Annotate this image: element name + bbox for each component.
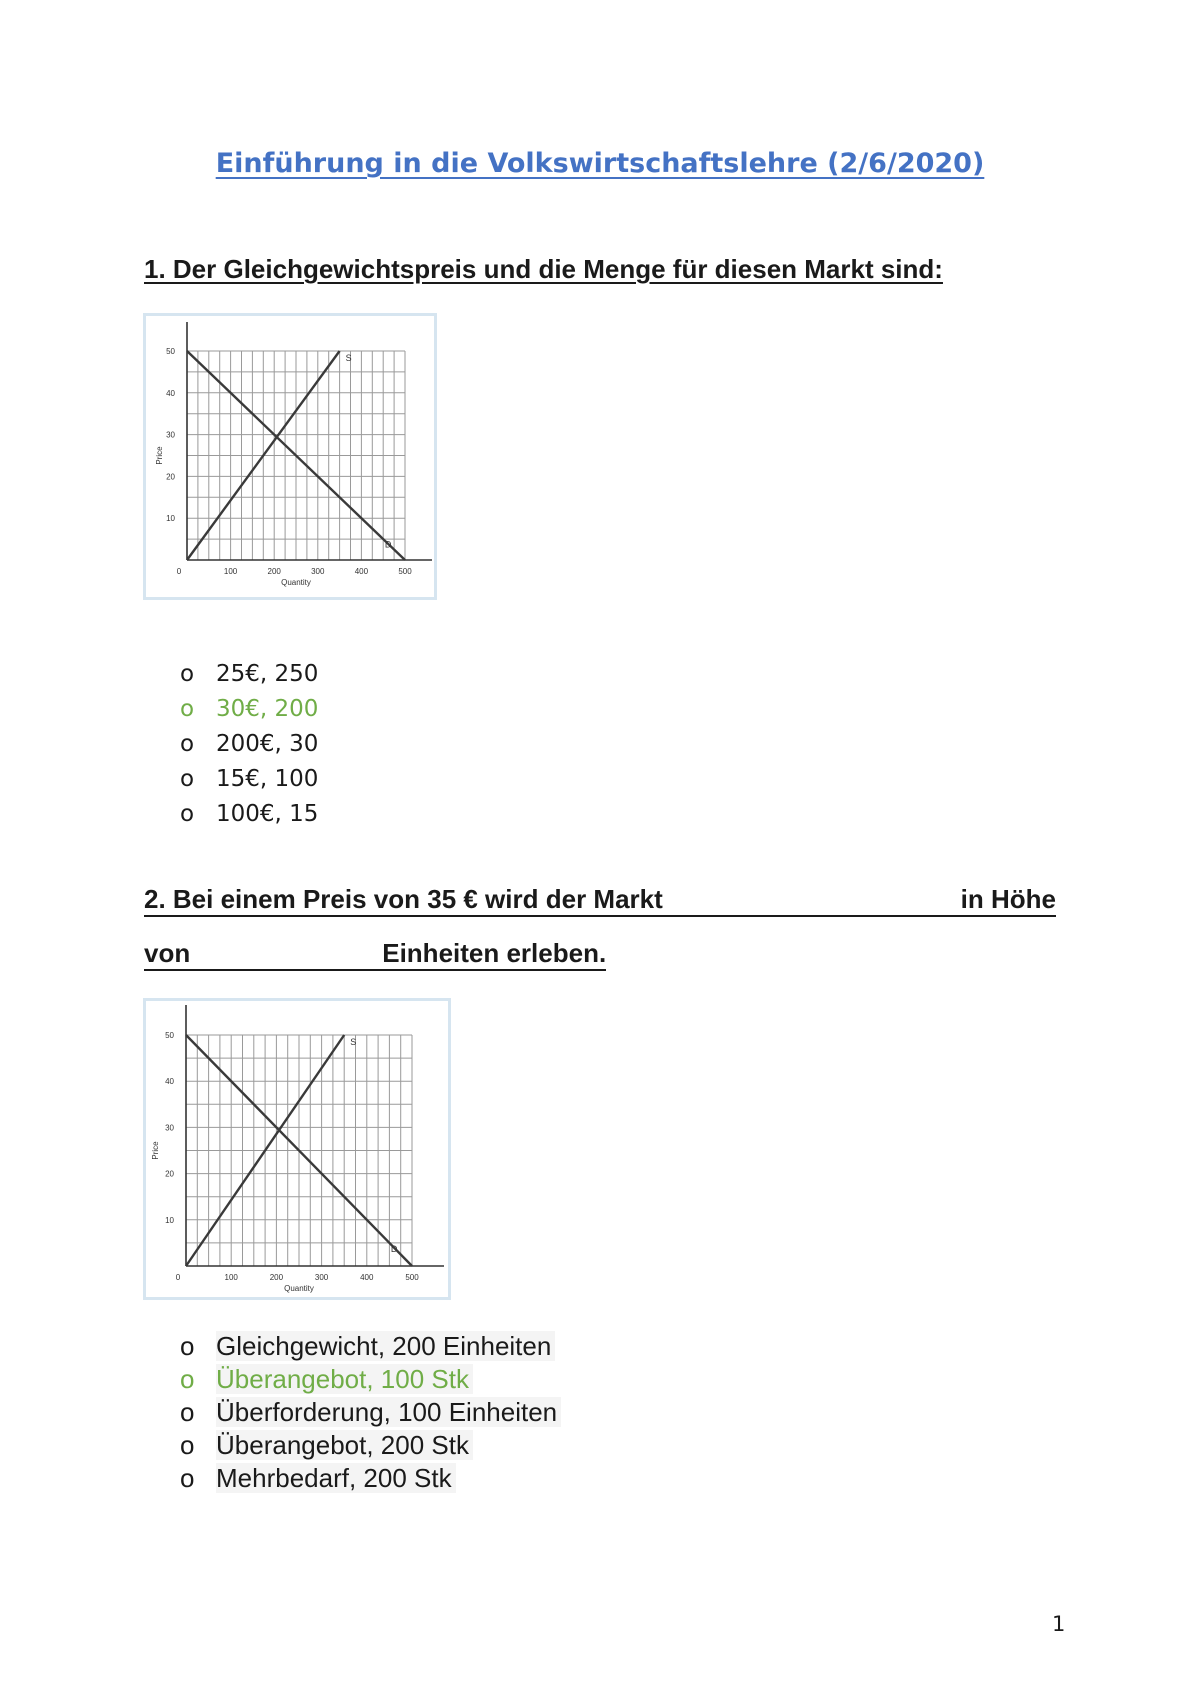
chart-1-svg — [146, 316, 434, 597]
y-tick-label: 40 — [165, 1077, 174, 1087]
question-2-option-2[interactable] — [180, 1363, 561, 1396]
question-1-option-4[interactable] — [180, 762, 318, 797]
x-tick-label: 200 — [267, 567, 281, 576]
question-1-options — [180, 657, 318, 832]
x-tick-label: 400 — [354, 567, 369, 576]
question-2-options — [180, 1330, 561, 1495]
question-1-option-2[interactable] — [180, 692, 318, 727]
y-tick-label: 10 — [166, 514, 175, 524]
page-number: 1 — [1052, 1612, 1066, 1636]
radio-bullet-icon: o — [180, 1364, 195, 1394]
y-axis-label: Price — [151, 1141, 160, 1160]
question-2-option-5[interactable] — [180, 1462, 561, 1495]
radio-bullet-icon: o — [180, 696, 195, 722]
option-label: Überangebot, 100 Stk — [216, 1364, 473, 1394]
series-label-s: S — [345, 353, 352, 363]
radio-bullet-icon: o — [180, 1463, 195, 1493]
x-tick-label: 500 — [398, 567, 412, 576]
option-label: 25€, 250 — [216, 661, 319, 687]
radio-bullet-icon: o — [180, 766, 195, 792]
option-label: 15€, 100 — [216, 766, 319, 792]
x-tick-label: 0 — [176, 567, 182, 576]
x-axis-label: Quantity — [284, 1284, 314, 1293]
option-label: 200€, 30 — [216, 731, 319, 757]
question-1-option-3[interactable] — [180, 727, 318, 762]
option-label: 30€, 200 — [216, 696, 319, 722]
y-tick-label: 20 — [165, 1169, 174, 1179]
question-2-option-1[interactable] — [180, 1330, 561, 1363]
option-label: Gleichgewicht, 200 Einheiten — [216, 1331, 555, 1361]
radio-bullet-icon: o — [180, 801, 195, 827]
option-label: Mehrbedarf, 200 Stk — [216, 1463, 456, 1493]
y-tick-label: 40 — [166, 388, 175, 398]
question-2-option-3[interactable] — [180, 1396, 561, 1429]
radio-bullet-icon: o — [180, 1331, 195, 1361]
question-2-heading-line-1: 2. Bei einem Preis von 35 € wird der Markt in Höhe — [144, 884, 1056, 917]
y-tick-label: 30 — [165, 1123, 174, 1133]
chart-2-svg — [146, 1001, 448, 1297]
supply-demand-chart-2 — [143, 998, 451, 1300]
y-tick-label: 50 — [166, 347, 175, 356]
x-tick-label: 100 — [223, 567, 238, 576]
x-tick-label: 500 — [405, 1273, 419, 1282]
option-label: 100€, 15 — [216, 801, 319, 827]
radio-bullet-icon: o — [180, 1397, 195, 1427]
x-tick-label: 300 — [311, 567, 325, 576]
x-axis-label: Quantity — [281, 578, 311, 587]
radio-bullet-icon: o — [180, 661, 195, 687]
y-tick-label: 50 — [165, 1031, 174, 1040]
option-label: Überforderung, 100 Einheiten — [216, 1397, 561, 1427]
x-tick-label: 400 — [360, 1273, 374, 1282]
question-2-heading-line-2: von Einheiten erleben. — [144, 938, 606, 971]
series-label-s: S — [350, 1037, 357, 1047]
x-tick-label: 300 — [314, 1273, 329, 1282]
y-tick-label: 30 — [166, 430, 175, 440]
radio-bullet-icon: o — [180, 1430, 195, 1460]
question-2-option-4[interactable] — [180, 1429, 561, 1462]
document-title: Einführung in die Volkswirtschaftslehre (2/6/2020) — [215, 148, 985, 179]
question-1-heading: 1. Der Gleichgewichtspreis und die Menge für diesen Markt sind: — [144, 254, 943, 284]
option-label: Überangebot, 200 Stk — [216, 1430, 473, 1460]
y-tick-label: 10 — [165, 1215, 174, 1225]
radio-bullet-icon: o — [180, 731, 195, 757]
y-tick-label: 20 — [166, 472, 175, 482]
series-label-d: D — [390, 1244, 398, 1255]
x-tick-label: 200 — [269, 1273, 284, 1282]
supply-demand-chart-1 — [143, 313, 437, 600]
question-1-option-1[interactable] — [180, 657, 318, 692]
x-tick-label: 100 — [224, 1273, 238, 1282]
x-tick-label: 0 — [175, 1273, 181, 1282]
question-1-option-5[interactable] — [180, 797, 318, 832]
series-label-d: D — [384, 539, 392, 550]
y-axis-label: Price — [155, 446, 164, 465]
